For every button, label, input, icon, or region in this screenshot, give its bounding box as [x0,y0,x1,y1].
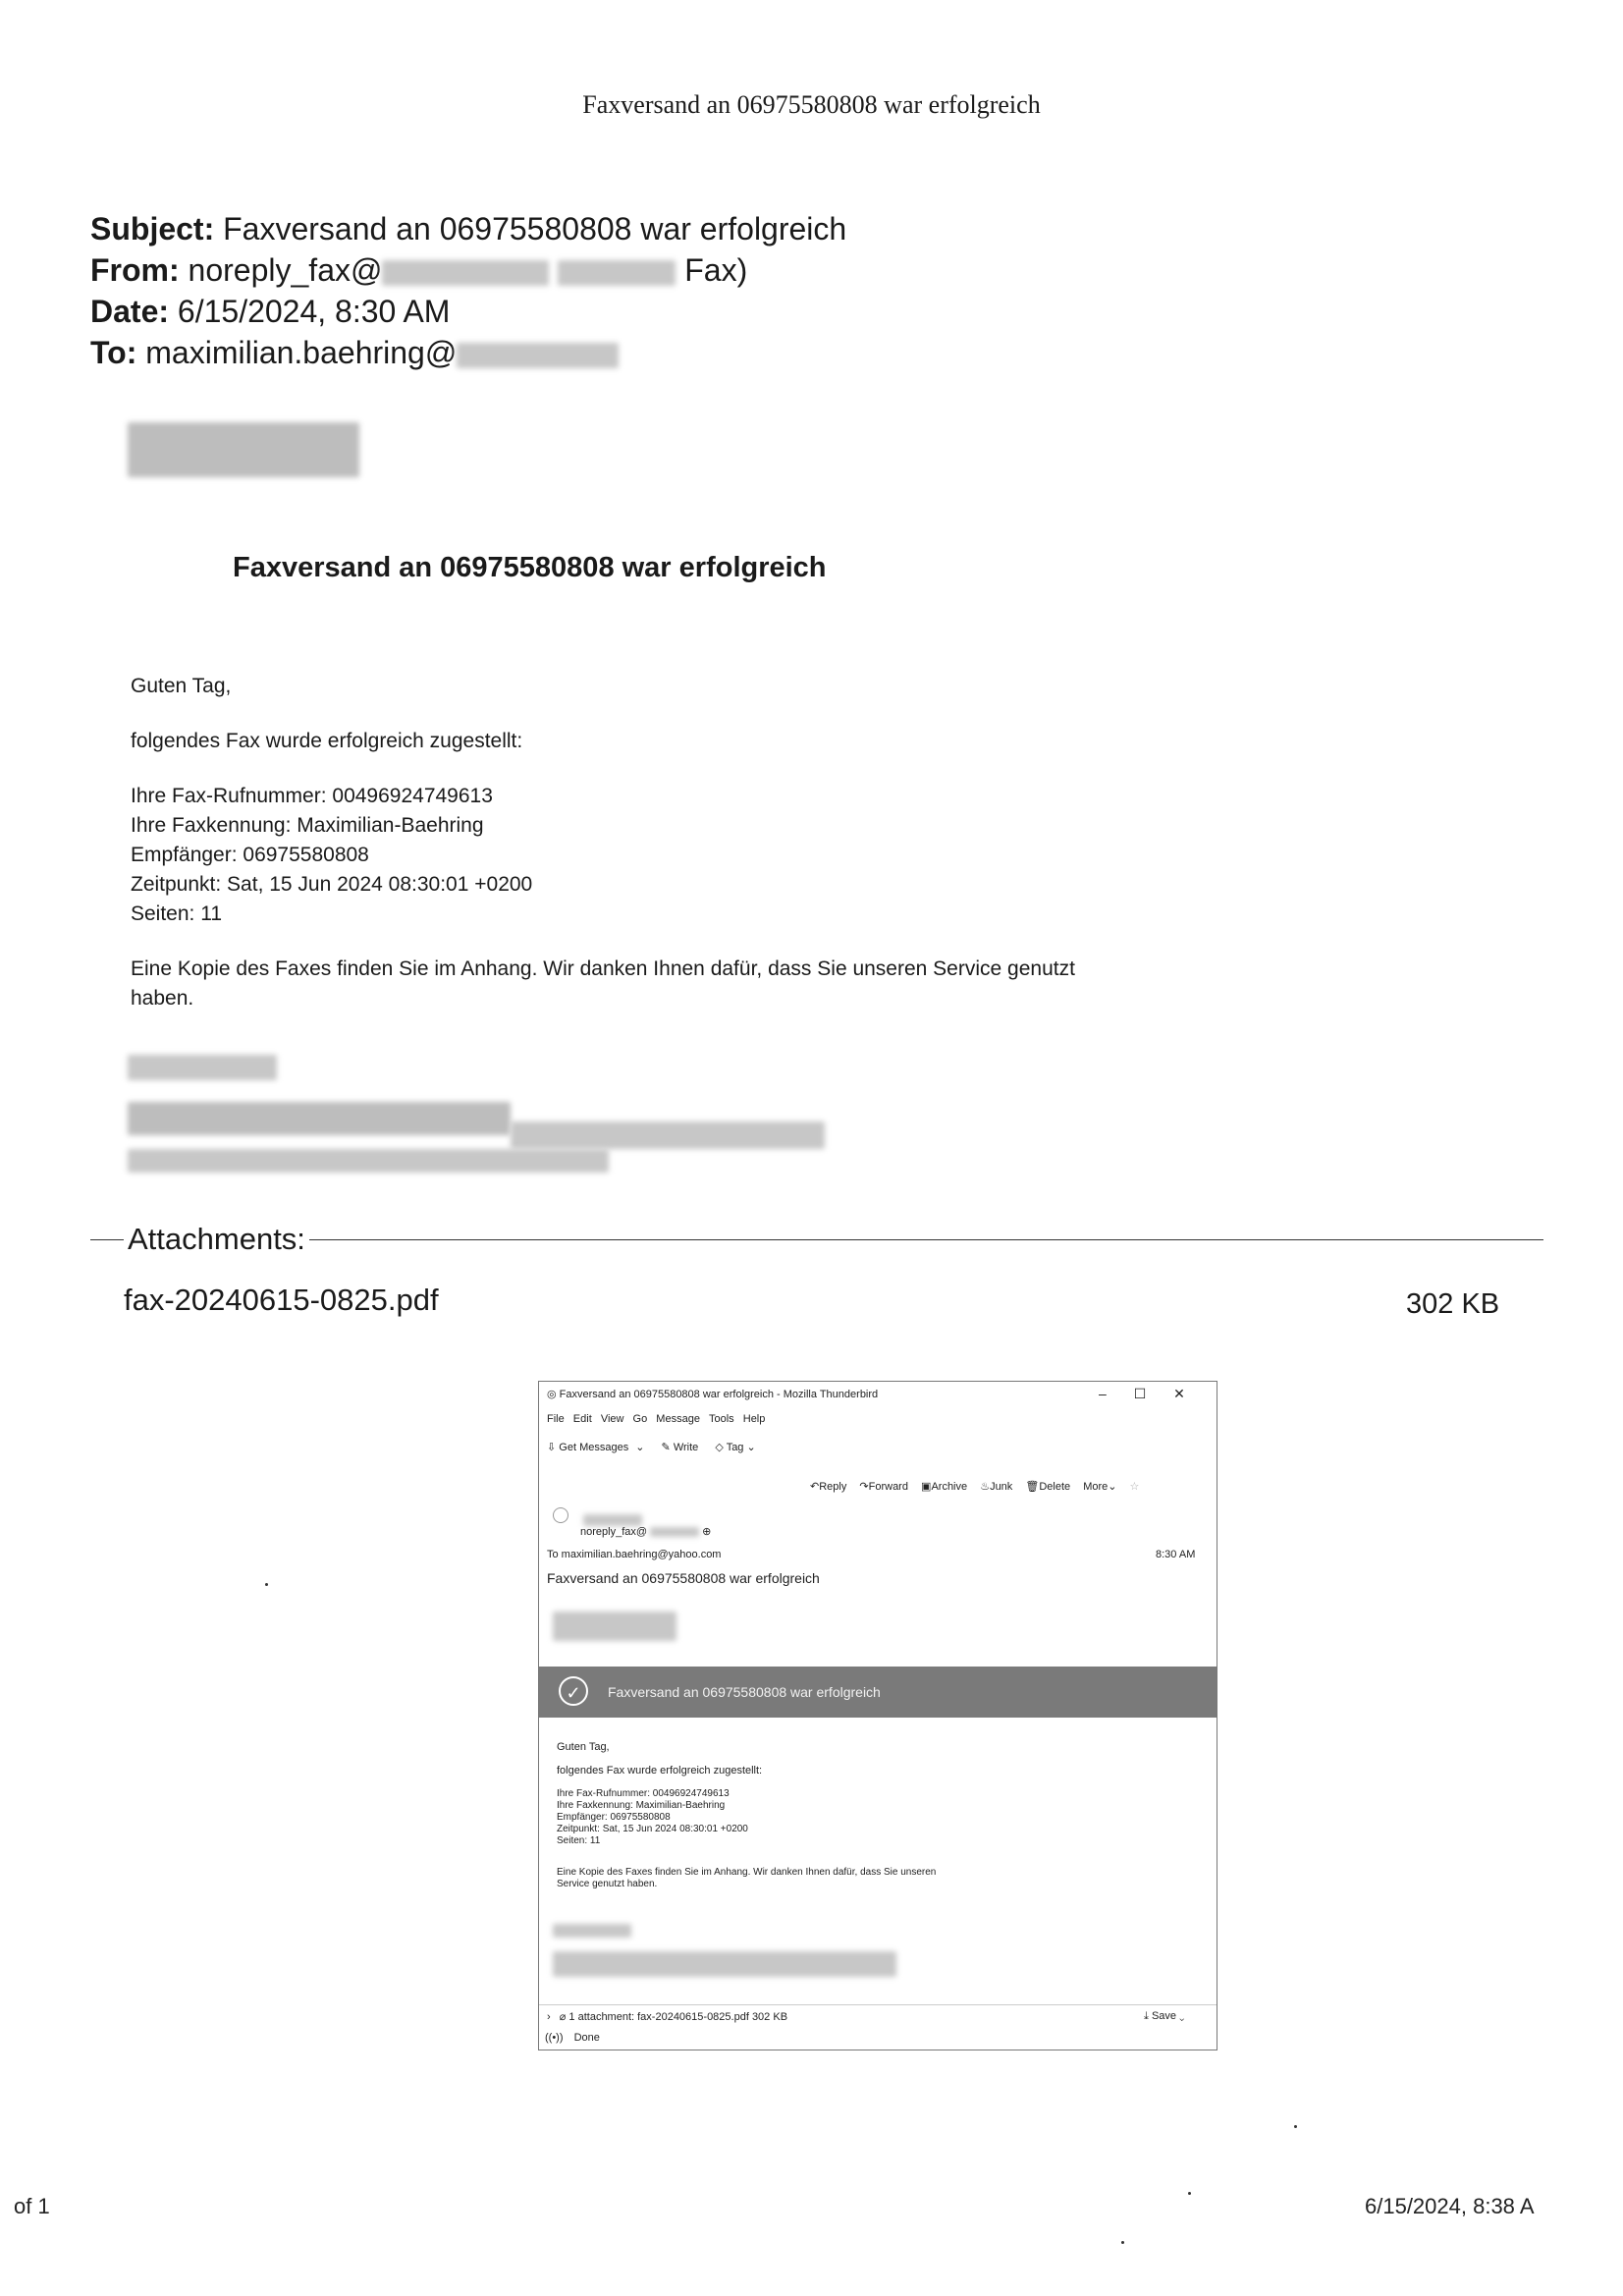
closing-line: Service genutzt haben. [557,1879,658,1889]
paperclip-icon: ⌀ [559,2011,567,2023]
greeting: Guten Tag, [131,675,232,697]
download-icon: ⤓ [1144,2010,1149,2022]
attachment-bar[interactable] [547,2010,787,2023]
status-bar [545,2032,600,2044]
close-button[interactable]: ✕ [1173,1386,1185,1401]
redacted-block [558,260,676,286]
archive-icon: ▣ [921,1481,932,1493]
closing-small [557,1867,936,1890]
date-value: 6/15/2024, 8:30 AM [177,294,451,329]
to-label: To: [90,335,137,370]
window-title: Faxversand an 06975580808 war erfolgreich - Mozilla Thunderbird [559,1389,879,1400]
redacted-signature [128,1149,609,1173]
page-title: Faxversand an 06975580808 war erfolgreich [582,90,1041,119]
window-controls [1099,1386,1185,1402]
from-value-start: noreply_fax@ [188,252,383,288]
scan-speck [1294,2125,1297,2128]
attachments-separator [90,1222,1543,1256]
from-line [90,249,747,291]
reply-button[interactable]: Reply [819,1481,847,1493]
attachments-label: Attachments: [124,1222,309,1257]
from-short[interactable]: noreply_fax@ [580,1526,648,1538]
date-line [90,291,450,332]
thunderbird-screenshot [538,1381,1217,2050]
status-text: Done [573,2032,600,2044]
tag-button[interactable]: Tag [726,1442,744,1453]
intro-small: folgendes Fax wurde erfolgreich zugestellt: [557,1765,763,1777]
redacted-signature [553,1924,631,1938]
footer-page-count: of 1 [14,2194,50,2218]
write-icon: ✎ [661,1442,671,1453]
detail-line: Ihre Fax-Rufnummer: 00496924749613 [557,1788,730,1799]
window-title-bar [547,1388,878,1400]
attachment-file-name[interactable]: fax-20240615-0825.pdf [124,1283,439,1317]
redacted-signature [128,1102,511,1135]
intro-text: folgendes Fax wurde erfolgreich zugestellt: [131,730,523,752]
star-icon[interactable]: ☆ [1129,1481,1140,1493]
from-value-end: Fax) [684,252,748,288]
avatar [553,1507,568,1523]
subject-label: Subject: [90,211,215,246]
redacted-signature [511,1121,825,1149]
menu-tools[interactable]: Tools [709,1413,734,1425]
divider [539,2004,1217,2005]
detail-line: Ihre Faxkennung: Maximilian-Baehring [131,814,484,837]
detail-line: Zeitpunkt: Sat, 15 Jun 2024 08:30:01 +0200 [557,1824,748,1834]
save-button[interactable]: Save [1151,2010,1177,2022]
forward-button[interactable]: Forward [868,1481,908,1493]
chevron-right-icon[interactable]: › [547,2011,551,2023]
message-actions [810,1480,1139,1493]
reply-icon: ↶ [810,1481,820,1493]
from-label: From: [90,252,180,288]
menu-message[interactable]: Message [656,1413,700,1425]
get-messages-icon: ⇩ [547,1442,557,1453]
archive-button[interactable]: Archive [931,1481,968,1493]
menu-help[interactable]: Help [742,1413,766,1425]
junk-icon: ♨ [980,1481,991,1493]
write-button[interactable]: Write [673,1442,699,1453]
contact-icon[interactable]: ⊕ [702,1526,712,1538]
thunderbird-icon: ◎ [547,1389,557,1400]
activity-icon: ((•)) [545,2032,564,2044]
menu-bar [547,1413,765,1425]
tag-icon: ◇ [715,1442,724,1453]
subject-value: Faxversand an 06975580808 war erfolgreich [223,211,847,246]
menu-file[interactable]: File [547,1413,565,1425]
redacted-logo [128,422,359,477]
footer-timestamp: 6/15/2024, 8:38 A [1365,2194,1535,2218]
date-label: Date: [90,294,170,329]
maximize-button[interactable]: ☐ [1133,1386,1147,1401]
scan-speck [1121,2241,1124,2244]
to-value: maximilian.baehring@ [145,335,458,370]
chevron-down-icon[interactable]: ⌄ [635,1442,645,1453]
subject-line [90,208,846,249]
menu-edit[interactable]: Edit [572,1413,592,1425]
greeting-small: Guten Tag, [557,1741,610,1753]
redacted-signature [128,1055,277,1080]
more-button[interactable]: More [1083,1481,1109,1493]
menu-view[interactable]: View [600,1413,624,1425]
detail-line: Seiten: 11 [557,1835,601,1846]
redacted-block [457,343,619,368]
message-heading: Faxversand an 06975580808 war erfolgreich [233,552,827,583]
detail-line: Zeitpunkt: Sat, 15 Jun 2024 08:30:01 +0200 [131,873,533,896]
attachment-file-size: 302 KB [1406,1288,1500,1320]
junk-button[interactable]: Junk [990,1481,1013,1493]
sender-avatar-row [553,1507,642,1526]
main-toolbar [547,1441,756,1453]
scan-speck [265,1583,268,1586]
chevron-down-icon[interactable]: ⌄ [1179,2010,1185,2022]
to-line-small: To maximilian.baehring@yahoo.com [547,1549,722,1560]
menu-go[interactable]: Go [632,1413,648,1425]
closing-line: haben. [131,987,194,1010]
detail-line: Ihre Faxkennung: Maximilian-Baehring [557,1800,726,1811]
closing-text [131,955,1162,1013]
checkmark-icon: ✓ [559,1676,588,1706]
closing-line: Eine Kopie des Faxes finden Sie im Anhang. Wir danken Ihnen dafür, dass Sie unseren Service genutzt [131,957,1075,980]
to-line [90,332,619,373]
scan-speck [1188,2192,1191,2195]
detail-line: Seiten: 11 [131,902,223,925]
minimize-button[interactable]: – [1099,1386,1107,1401]
message-subject: Faxversand an 06975580808 war erfolgreich [547,1570,820,1586]
fax-details [131,782,1162,929]
detail-line: Empfänger: 06975580808 [557,1812,671,1823]
closing-line: Eine Kopie des Faxes finden Sie im Anhang. Wir danken Ihnen dafür, dass Sie unseren [557,1867,937,1878]
get-messages-button[interactable]: Get Messages [559,1442,629,1453]
delete-icon: 🗑 [1025,1481,1040,1493]
save-area [1144,2010,1184,2023]
chevron-down-icon[interactable]: ⌄ [1108,1481,1117,1493]
redacted-logo [553,1612,676,1641]
details-small [557,1788,748,1847]
forward-icon: ↷ [859,1481,869,1493]
detail-line: Ihre Fax-Rufnummer: 00496924749613 [131,785,493,807]
redacted-block [382,260,549,286]
banner-text: Faxversand an 06975580808 war erfolgreich [608,1684,881,1700]
message-time: 8:30 AM [1156,1549,1196,1560]
detail-line: Empfänger: 06975580808 [131,844,369,866]
delete-button[interactable]: Delete [1039,1481,1071,1493]
attachment-bar-text: 1 attachment: fax-20240615-0825.pdf 302 KB [568,2011,788,2023]
sender-address [580,1525,711,1538]
redacted-signature [553,1951,896,1977]
redacted-block [650,1527,699,1537]
success-banner [539,1667,1217,1718]
chevron-down-icon[interactable]: ⌄ [746,1442,756,1453]
